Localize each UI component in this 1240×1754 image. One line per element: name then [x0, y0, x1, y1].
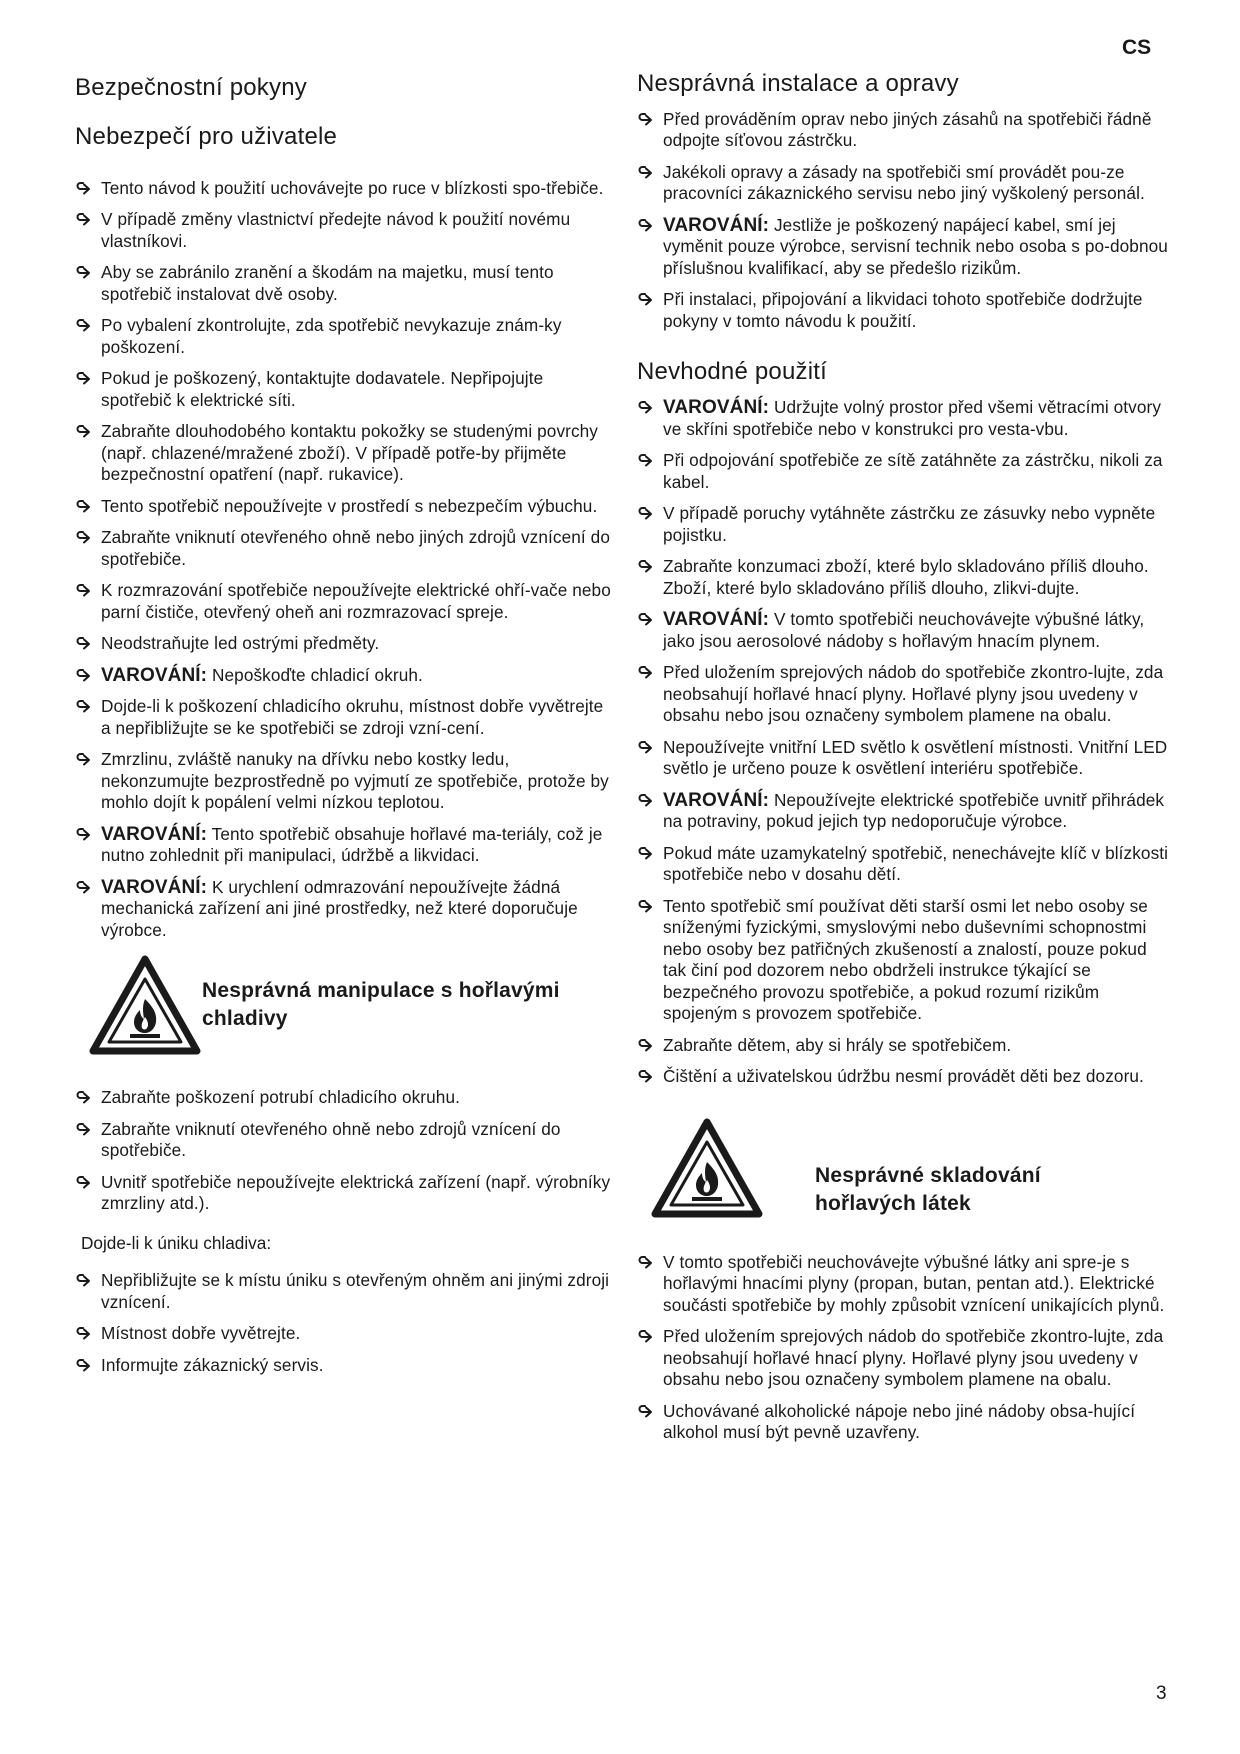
- user-danger-list: [75, 178, 615, 942]
- bullet-arrow-icon: [637, 1255, 653, 1271]
- flammable-storage-list: [637, 1252, 1172, 1444]
- list-item: [637, 397, 1172, 440]
- item-text: Před uložením sprejových nádob do spotřebiče zkontro-lujte, zda neobsahují hořlavé hnací plyny. Hořlavé plyny jsou uvedeny v obsahu nebo jsou označeny symbolem plamene na obalu.: [663, 662, 1164, 726]
- item-text: Nepřibližujte se k místu úniku s otevřeným ohněm ani jinými zdroji vznícení.: [101, 1270, 610, 1312]
- list-item: [637, 215, 1172, 280]
- section-title-user-danger: Nebezpečí pro uživatele: [75, 122, 338, 150]
- bullet-arrow-icon: [75, 1090, 91, 1106]
- item-text: Informujte zákaznický servis.: [101, 1354, 324, 1375]
- list-item: [75, 1270, 615, 1313]
- bullet-arrow-icon: [75, 1175, 91, 1191]
- bullet-arrow-icon: [75, 318, 91, 334]
- list-item: [75, 178, 615, 200]
- page-number: 3: [1156, 1683, 1167, 1704]
- list-item: [75, 877, 615, 942]
- bullet-arrow-icon: [637, 292, 653, 308]
- item-text: Dojde-li k poškození chladicího okruhu, místnost dobře vyvětrejte a nepřibližujte se ke spotřebiči se zdroji vzní-cení.: [101, 696, 604, 738]
- bullet-arrow-icon: [75, 1273, 91, 1289]
- item-text: Neodstraňujte led ostrými předměty.: [101, 633, 380, 654]
- improper-use-list: [637, 397, 1172, 1088]
- bullet-arrow-icon: [637, 793, 653, 809]
- item-text: Jakékoli opravy a zásady na spotřebiči smí provádět pou-ze pracovníci zákaznického servisu nebo jiný vyškolený personál.: [663, 161, 1145, 204]
- item-text: V tomto spotřebiči neuchovávejte výbušné látky ani spre-je s hořlavými hnacími plyny (propan, butan, pentan atd.). Elektrické součásti spotřebiče by mohly způsobit vznícení unikajících plynů.: [663, 1251, 1165, 1315]
- item-text: Zabraňte poškození potrubí chladicího okruhu.: [101, 1087, 460, 1108]
- item-text: K rozmrazování spotřebiče nepoužívejte elektrické ohří-vače nebo parní čističe, otevřený oheň ani rozmrazovací spreje.: [101, 580, 611, 622]
- bullet-arrow-icon: [75, 424, 91, 440]
- warning-label: VAROVÁNÍ:: [663, 397, 770, 419]
- bullet-arrow-icon: [75, 668, 91, 684]
- flammable-warning-icon: [651, 1118, 763, 1218]
- bullet-arrow-icon: [75, 1122, 91, 1138]
- bullet-arrow-icon: [75, 530, 91, 546]
- item-text: Před uložením sprejových nádob do spotřebiče zkontro-lujte, zda neobsahují hořlavé hnací plyny. Hořlavé plyny jsou uvedeny v obsahu nebo jsou označeny symbolem plamene na obalu.: [663, 1326, 1164, 1390]
- list-item: [75, 1087, 615, 1109]
- list-item: [637, 896, 1172, 1025]
- bullet-arrow-icon: [75, 1358, 91, 1374]
- item-text: Nepoužívejte vnitřní LED světlo k osvětlení místnosti. Vnitřní LED světlo je určeno pouze k osvětlení interiéru spotřebiče.: [663, 736, 1168, 779]
- leak-actions-list: [75, 1270, 615, 1376]
- list-item: [75, 421, 615, 486]
- item-text: Čištění a uživatelskou údržbu nesmí provádět děti bez dozoru.: [663, 1066, 1144, 1087]
- list-item: [637, 843, 1172, 886]
- bullet-arrow-icon: [75, 583, 91, 599]
- item-text: Tento spotřebič nepoužívejte v prostředí s nebezpečím výbuchu.: [101, 495, 598, 516]
- list-item: [75, 696, 615, 739]
- item-text: V případě změny vlastnictví předejte návod k použití novému vlastníkovi.: [101, 209, 571, 251]
- list-item: [637, 1252, 1172, 1317]
- right-column: [637, 70, 1172, 1454]
- list-item: [75, 209, 615, 252]
- section-title-improper-use: Nevhodné použití: [637, 358, 827, 386]
- list-item: [637, 1035, 1172, 1057]
- item-text: K urychlení odmrazování nepoužívejte žádná mechanická zařízení ani jiné prostředky, než které doporučuje výrobce.: [101, 876, 578, 940]
- bullet-arrow-icon: [637, 612, 653, 628]
- list-item: [637, 289, 1172, 332]
- flammable-refrigerant-warning: [75, 955, 615, 1073]
- item-text: Při instalaci, připojování a likvidaci tohoto spotřebiče dodržujte pokyny v tomto návodu k použití.: [663, 289, 1143, 331]
- bullet-arrow-icon: [75, 1326, 91, 1342]
- bullet-arrow-icon: [75, 212, 91, 228]
- list-item: [75, 580, 615, 623]
- item-text: Zabraňte konzumaci zboží, které bylo skladováno příliš dlouho. Zboží, které bylo skladováno příliš dlouho, zlikvi-dujte.: [663, 556, 1149, 598]
- bullet-arrow-icon: [637, 1069, 653, 1085]
- list-item: [75, 1119, 615, 1162]
- item-text: Uchovávané alkoholické nápoje nebo jiné nádoby obsa-hující alkohol musí být pevně uzavřeny.: [663, 1400, 1136, 1443]
- list-item: [637, 790, 1172, 833]
- bullet-arrow-icon: [637, 1038, 653, 1054]
- item-text: Aby se zabránilo zranění a škodám na majetku, musí tento spotřebič instalovat dvě osoby.: [101, 262, 554, 304]
- list-item: [75, 315, 615, 358]
- warning-label: VAROVÁNÍ:: [663, 789, 770, 811]
- list-item: [75, 665, 615, 687]
- list-item: [75, 633, 615, 655]
- item-text: V tomto spotřebiči neuchovávejte výbušné látky, jako jsou aerosolové nádoby s hořlavým hnacím plynem.: [663, 609, 1145, 651]
- item-text: Zmrzlinu, zvláště nanuky na dřívku nebo kostky ledu, nekonzumujte bezprostředně po vyjmutí ze spotřebiče, protože by mohlo dojít k popálení velmi nízkou teplotou.: [101, 749, 609, 813]
- flammable-refrigerant-title: Nesprávná manipulace s hořlavými chladivy: [202, 979, 560, 1031]
- bullet-arrow-icon: [75, 880, 91, 896]
- warning-label: VAROVÁNÍ:: [101, 876, 208, 898]
- item-text: Místnost dobře vyvětrejte.: [101, 1323, 301, 1344]
- bullet-arrow-icon: [75, 371, 91, 387]
- language-code: CS: [1122, 36, 1152, 59]
- list-item: [75, 749, 615, 814]
- bullet-arrow-icon: [637, 165, 653, 181]
- item-text: Udržujte volný prostor před všemi větracími otvory ve skříni spotřebiče nebo v konstrukci pro vesta-vbu.: [663, 397, 1162, 439]
- list-item: [75, 1172, 615, 1215]
- item-text: Zabraňte vniknutí otevřeného ohně nebo zdrojů vznícení do spotřebiče.: [101, 1118, 561, 1161]
- list-item: [75, 1355, 615, 1377]
- bullet-arrow-icon: [75, 181, 91, 197]
- list-item: [637, 503, 1172, 546]
- list-item: [75, 824, 615, 867]
- warning-label: VAROVÁNÍ:: [101, 664, 208, 686]
- item-text: V případě poruchy vytáhněte zástrčku ze zásuvky nebo vypněte pojistku.: [663, 503, 1156, 545]
- item-text: Tento spotřebič obsahuje hořlavé ma-teriály, což je nutno zohlednit při manipulaci, údržbě a likvidaci.: [101, 823, 603, 866]
- list-item: [637, 1066, 1172, 1088]
- item-text: Při odpojování spotřebiče ze sítě zatáhněte za zástrčku, nikoli za kabel.: [663, 450, 1163, 492]
- bullet-arrow-icon: [637, 453, 653, 469]
- item-text: Po vybalení zkontrolujte, zda spotřebič nevykazuje znám-ky poškození.: [101, 315, 562, 357]
- warning-label: VAROVÁNÍ:: [663, 214, 770, 236]
- bullet-arrow-icon: [637, 559, 653, 575]
- bullet-arrow-icon: [637, 1329, 653, 1345]
- list-item: [637, 609, 1172, 652]
- left-column: [75, 74, 615, 1386]
- item-text: Nepoužívejte elektrické spotřebiče uvnitř přihrádek na potraviny, pokud jejich typ nedoporučuje výrobce.: [663, 789, 1165, 832]
- bullet-arrow-icon: [637, 1404, 653, 1420]
- list-item: [637, 556, 1172, 599]
- warning-label: VAROVÁNÍ:: [101, 823, 208, 845]
- list-item: [75, 1323, 615, 1345]
- list-item: [75, 262, 615, 305]
- item-text: Tento návod k použití uchovávejte po ruce v blízkosti spo-třebiče.: [101, 177, 604, 198]
- item-text: Pokud je poškozený, kontaktujte dodavatele. Nepřipojujte spotřebič k elektrické síti.: [101, 368, 544, 410]
- item-text: Zabraňte dětem, aby si hrály se spotřebičem.: [663, 1034, 1012, 1055]
- list-item: [75, 368, 615, 411]
- item-text: Nepoškoďte chladicí okruh.: [207, 664, 423, 685]
- bullet-arrow-icon: [75, 636, 91, 652]
- warning-label: VAROVÁNÍ:: [663, 609, 770, 631]
- bullet-arrow-icon: [75, 752, 91, 768]
- flammable-storage-warning: [637, 1104, 1172, 1252]
- item-text: Tento spotřebič smí používat děti starší osmi let nebo osoby se sníženými fyzickými, smyslovými nebo duševními schopnostmi nebo osoby bez patřičných zkušeností a znalostí, pouze pokud tak činí pod dozorem nebo obdrželi instrukce týkající se bezpečného provozu spotřebiče, a pokud rozumí rizikům spojeným s provozem spotřebiče.: [663, 895, 1148, 1024]
- list-item: [75, 527, 615, 570]
- refrigerant-handling-list: [75, 1087, 615, 1215]
- list-item: [75, 496, 615, 518]
- list-item: [637, 450, 1172, 493]
- bullet-arrow-icon: [637, 400, 653, 416]
- bullet-arrow-icon: [637, 506, 653, 522]
- item-text: Pokud máte uzamykatelný spotřebič, nenechávejte klíč v blízkosti spotřebiče nebo v dosahu dětí.: [663, 842, 1169, 885]
- bullet-arrow-icon: [75, 827, 91, 843]
- flammable-warning-icon: [89, 955, 201, 1055]
- bullet-arrow-icon: [637, 899, 653, 915]
- item-text: Jestliže je poškozený napájecí kabel, smí jej vyměnit pouze výrobce, servisní technik nebo osoba s po-dobnou příslušnou kvalifikací, aby se předešlo rizikům.: [663, 214, 1168, 278]
- item-text: Zabraňte vniknutí otevřeného ohně nebo jiných zdrojů vznícení do spotřebiče.: [101, 527, 610, 569]
- bullet-arrow-icon: [637, 218, 653, 234]
- bullet-arrow-icon: [637, 112, 653, 128]
- list-item: [637, 1326, 1172, 1391]
- bullet-arrow-icon: [637, 665, 653, 681]
- flammable-storage-title: Nesprávné skladování hořlavých látek: [815, 1163, 1041, 1215]
- bullet-arrow-icon: [75, 499, 91, 515]
- bullet-arrow-icon: [75, 699, 91, 715]
- item-text: Uvnitř spotřebiče nepoužívejte elektrická zařízení (např. výrobníky zmrzliny atd.).: [101, 1171, 611, 1214]
- list-item: [637, 737, 1172, 780]
- bullet-arrow-icon: [637, 846, 653, 862]
- bullet-arrow-icon: [75, 265, 91, 281]
- list-item: [637, 109, 1172, 152]
- list-item: [637, 1401, 1172, 1444]
- item-text: Zabraňte dlouhodobého kontaktu pokožky se studenými povrchy (např. chlazené/mražené zboží). V případě potře-by přijměte bezpečnostní opatření (např. rukavice).: [101, 421, 599, 485]
- leak-intro: Dojde-li k úniku chladiva:: [81, 1232, 272, 1253]
- section-title-installation: Nesprávná instalace a opravy: [637, 70, 959, 97]
- list-item: [637, 162, 1172, 205]
- list-item: [637, 662, 1172, 727]
- section-title-safety: Bezpečnostní pokyny: [75, 74, 307, 101]
- installation-list: [637, 109, 1172, 333]
- item-text: Před prováděním oprav nebo jiných zásahů na spotřebiči řádně odpojte síťovou zástrčku.: [663, 108, 1152, 151]
- bullet-arrow-icon: [637, 740, 653, 756]
